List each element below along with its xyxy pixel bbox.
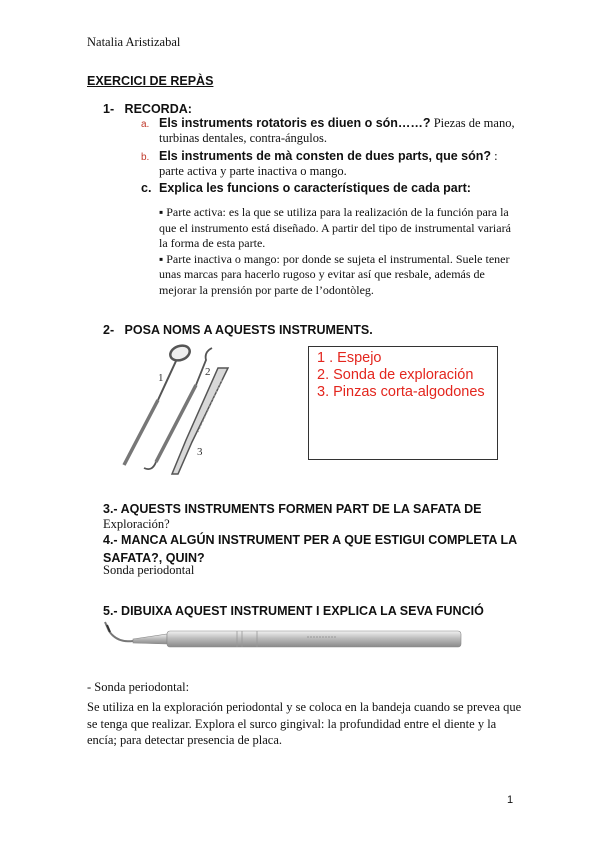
- tweezers-instrument: [172, 368, 228, 474]
- section-1-heading: [103, 102, 192, 116]
- section-2-heading: [103, 323, 373, 337]
- item-b-letter: b.: [141, 152, 150, 163]
- item-b: [159, 149, 524, 179]
- probe-description: Se utiliza en la exploración periodontal y se coloca en la bandeja cuando se prevea que se tenga que realizar. Explora el surco gingival: la profundidad entre el diente y la encía; para detectar presencia de placa.: [87, 700, 522, 747]
- figure-label-1: 1: [158, 372, 164, 384]
- page-number: 1: [507, 794, 514, 806]
- instrument-answer-2: 2. Sonda de exploración: [317, 367, 474, 383]
- section-3-answer: Exploración?: [103, 517, 170, 531]
- instrument-answer-3: 3. Pinzas corta-algodones: [317, 384, 485, 400]
- item-a: [159, 116, 524, 146]
- section-4-heading: 4.- MANCA ALGÚN INSTRUMENT PER A QUE ESTIGUI COMPLETA LA SAFATA?, QUIN?: [103, 533, 517, 565]
- item-c-question: Explica les funcions o característiques de cada part:: [159, 181, 471, 195]
- item-a-answer: Piezas de mano, turbinas dentales, contra-ángulos.: [159, 116, 515, 145]
- explanation-block: [159, 205, 519, 298]
- item-c-letter: c.: [141, 181, 152, 195]
- item-a-question: Els instruments rotatoris es diuen o són……?: [159, 116, 431, 130]
- author-name: Natalia Aristizabal: [87, 35, 181, 49]
- figure-label-3: 3: [197, 446, 203, 458]
- figure-label-2: 2: [205, 366, 211, 378]
- item-b-answer: : parte activa y parte inactiva o mango.: [159, 149, 498, 178]
- section-1-number: 1-: [103, 102, 115, 116]
- section-2-title: POSA NOMS A AQUESTS INSTRUMENTS.: [124, 323, 373, 337]
- section-4-answer: Sonda periodontal: [103, 563, 195, 577]
- dental-instruments-illustration: [108, 340, 248, 480]
- section-3-heading: 3.- AQUESTS INSTRUMENTS FORMEN PART DE LA SAFATA DE: [103, 502, 482, 516]
- instrument-names-box: [308, 346, 498, 460]
- explanation-active-part: ▪ Parte activa: es la que se utiliza para la realización de la función para la que el instrumento está diseñado. A partir del tipo de instrumental variará la forma de esta parte.: [159, 205, 511, 250]
- instrument-answer-1: 1 . Espejo: [317, 350, 382, 366]
- item-a-letter: a.: [141, 119, 150, 130]
- probe-caption: - Sonda periodontal:: [87, 680, 190, 694]
- item-b-question: Els instruments de mà consten de dues parts, que són?: [159, 149, 492, 163]
- section-3: [103, 502, 533, 532]
- page-title: EXERCICI DE REPÀS: [87, 74, 214, 88]
- section-5-heading: 5.- DIBUIXA AQUEST INSTRUMENT I EXPLICA LA SEVA FUNCIÓ: [103, 604, 484, 618]
- section-2-number: 2-: [103, 323, 115, 337]
- section-1-title: RECORDA:: [124, 102, 192, 116]
- periodontal-probe-drawing: [87, 617, 467, 657]
- mirror-instrument: [124, 343, 192, 465]
- explanation-inactive-part: ▪ Parte inactiva o mango: por donde se sujeta el instrumental. Suele tener unas marcas para hacerlo rugoso y evitar así que resbale, además de mejorar la prensión por parte de l’odontòleg.: [159, 251, 510, 297]
